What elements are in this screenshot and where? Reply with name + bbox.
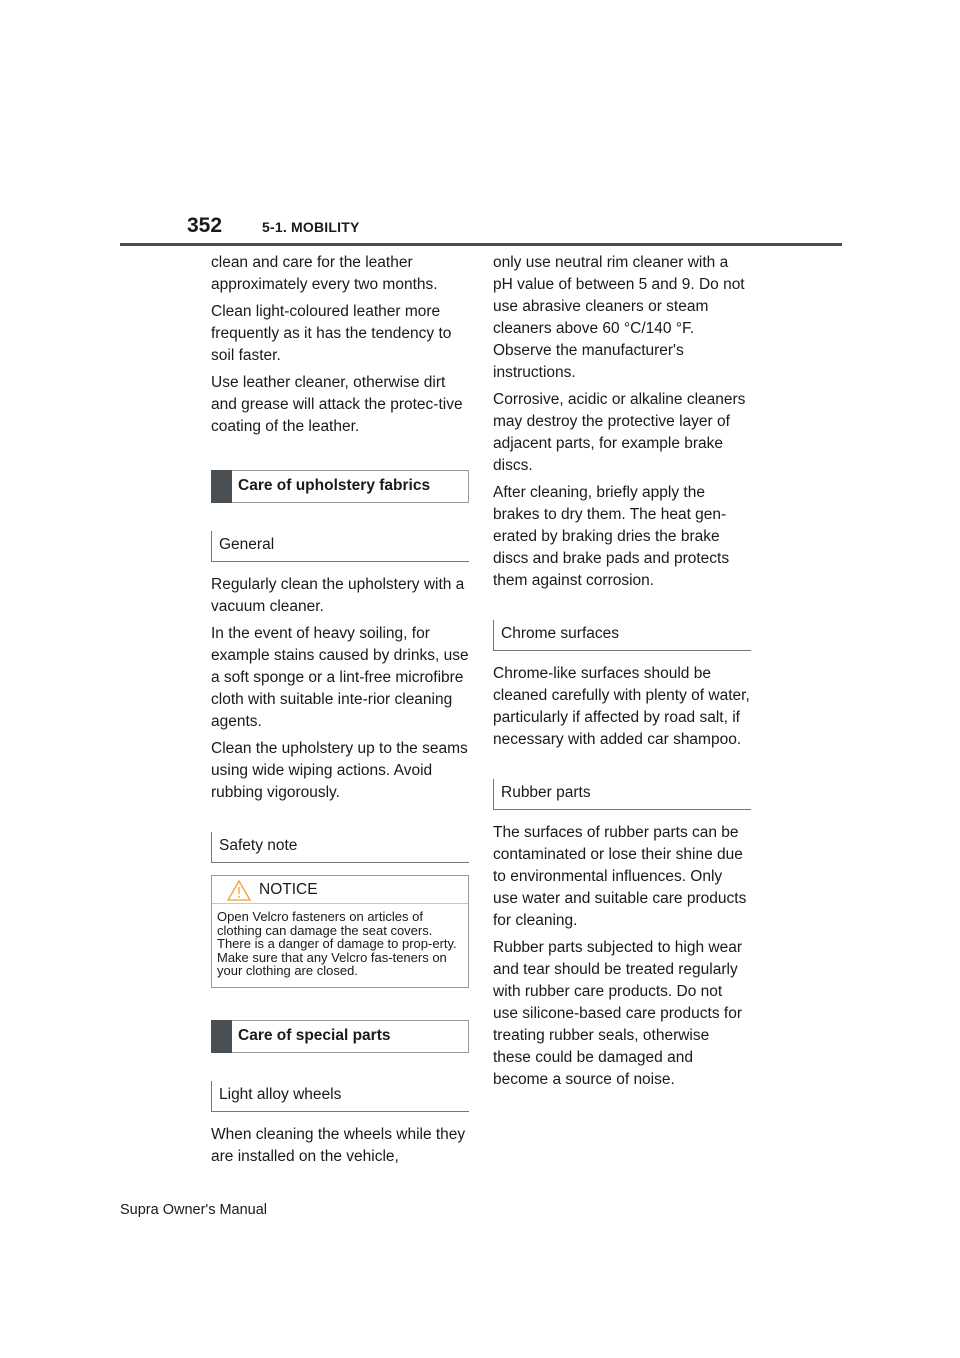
left-column <box>211 252 469 1173</box>
section-heading-bar <box>211 470 232 503</box>
paragraph: Clean the upholstery up to the seams using wide wiping actions. Avoid rubbing vigorously. <box>211 740 468 801</box>
section-heading-special-parts <box>211 1020 469 1053</box>
paragraph: only use neutral rim cleaner with a pH value of between 5 and 9. Do not use abrasive cleaners or steam cleaners above 60 °C/140 °F. Observe the manufacturer's instructions. <box>493 254 745 381</box>
section-heading-bar <box>211 1020 232 1053</box>
warning-triangle-icon <box>227 880 251 908</box>
subheading-title: General <box>219 536 275 553</box>
header-rule <box>120 243 842 246</box>
section-label: 5-1. MOBILITY <box>262 219 360 235</box>
paragraph: Corrosive, acidic or alkaline cleaners may destroy the protective layer of adjacent parts, for example brake discs. <box>493 391 746 474</box>
notice-header <box>212 876 468 904</box>
section-heading-title: Care of upholstery fabrics <box>238 477 431 494</box>
page-number: 352 <box>187 214 223 237</box>
subheading-title: Rubber parts <box>501 784 591 801</box>
notice-label: NOTICE <box>259 881 318 898</box>
subheading-safety-note <box>211 832 469 863</box>
paragraph: Chrome-like surfaces should be cleaned carefully with plenty of water, particularly if affected by road salt, if necessary with added car shampoo. <box>493 665 750 748</box>
paragraph: Rubber parts subjected to high wear and tear should be treated regularly with rubber care products. Do not use silicone-based care products for treating rubber seals, otherwise these could be damaged and become a source of noise. <box>493 939 743 1088</box>
section-heading-upholstery <box>211 470 469 503</box>
subheading-general <box>211 531 469 562</box>
subheading-title: Safety note <box>219 837 298 854</box>
section-heading-title: Care of special parts <box>238 1026 391 1044</box>
notice-text: Open Velcro fasteners on articles of clothing can damage the seat covers. There is a danger of damage to prop-erty. Make sure that any Velcro fas-teners on your clothing are closed. <box>217 909 457 978</box>
paragraph: Use leather cleaner, otherwise dirt and grease will attack the protec-tive coating of the leather. <box>211 374 463 435</box>
paragraph: In the event of heavy soiling, for example stains caused by drinks, use a soft sponge or a lint-free microfibre cloth with suitable inte-rior cleaning agents. <box>211 625 469 730</box>
paragraph: After cleaning, briefly apply the brakes to dry them. The heat gen-erated by braking dries the brake discs and brake pads and protects them against corrosion. <box>493 484 730 589</box>
subheading-chrome-surfaces <box>493 620 751 651</box>
notice-box <box>211 875 469 988</box>
subheading-title: Chrome surfaces <box>501 625 620 642</box>
subheading-rubber-parts <box>493 779 751 810</box>
subheading-light-alloy-wheels <box>211 1081 469 1112</box>
paragraph: When cleaning the wheels while they are installed on the vehicle, <box>211 1125 466 1165</box>
paragraph: Clean light-coloured leather more frequently as it has the tendency to soil faster. <box>211 303 452 364</box>
paragraph: clean and care for the leather approximately every two months. <box>211 254 438 293</box>
footer-manual-title: Supra Owner's Manual <box>120 1202 268 1218</box>
paragraph: Regularly clean the upholstery with a vacuum cleaner. <box>211 576 465 615</box>
paragraph: The surfaces of rubber parts can be contaminated or lose their shine due to environmental influences. Only use water and suitable care products for cleaning. <box>493 824 747 929</box>
subheading-title: Light alloy wheels <box>219 1085 342 1103</box>
right-column <box>493 252 751 1096</box>
